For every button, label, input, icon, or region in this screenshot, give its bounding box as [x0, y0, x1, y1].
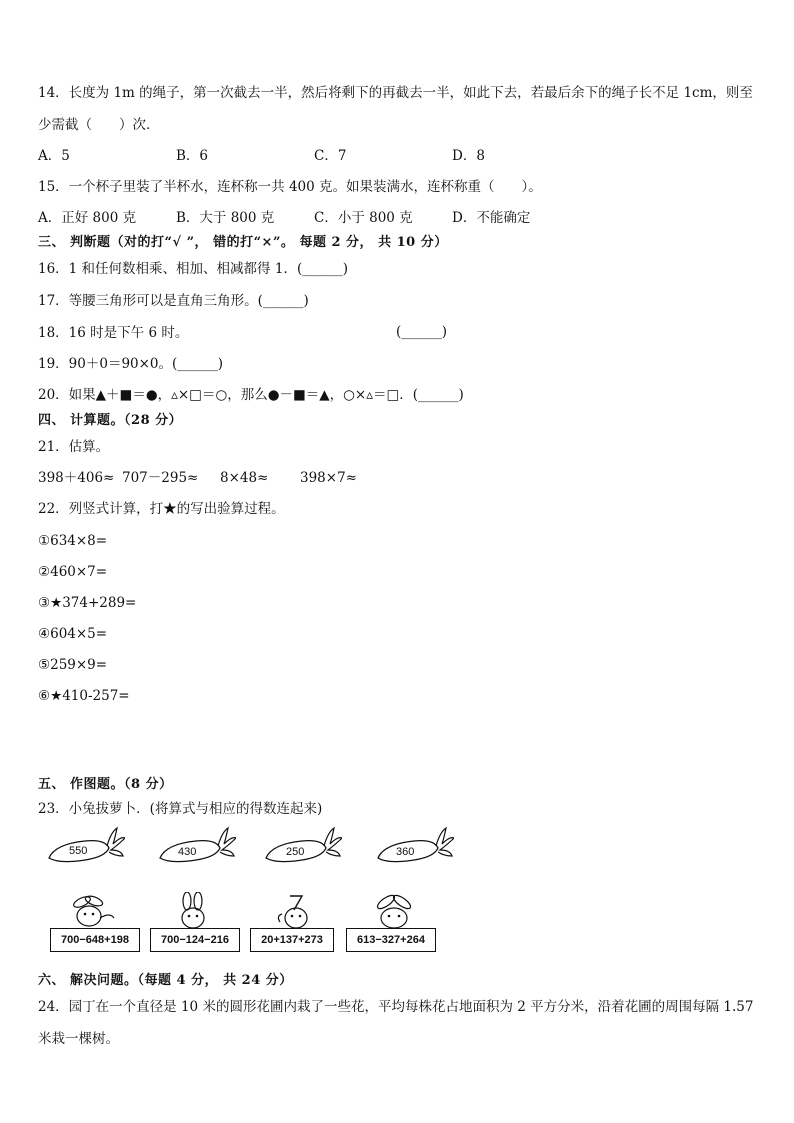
- q21-title: 21．估算。: [38, 439, 110, 455]
- q20-text: 20．如果▲＋■＝●，▵×□＝○，那么●－■＝▲，○×▵＝□．(______): [38, 387, 464, 403]
- rabbit-icon: [272, 892, 322, 930]
- q14-line1: 14．长度为 1m 的绳子，第一次截去一半，然后将剩下的再截去一半，如此下去，若最后余下的绳子长不足 1cm，则至: [38, 85, 753, 101]
- carrot-value: 550: [69, 845, 88, 857]
- q14-option-c: C．7: [314, 148, 347, 164]
- q22-item-2: ②460×7=: [38, 564, 108, 580]
- carrot-1: [45, 826, 125, 870]
- q15-option-a: A．正好 800 克: [38, 210, 137, 226]
- q15-option-b: B．大于 800 克: [176, 210, 275, 226]
- q22-title: 22．列竖式计算，打★的写出验算过程。: [38, 501, 285, 517]
- section-6-heading: 六、 解决问题。（每题 4 分， 共 24 分）: [38, 973, 293, 988]
- q18-text: 18．16 时是下午 6 时。: [38, 325, 189, 341]
- expression-box-1[interactable]: 700−648+198: [50, 928, 140, 952]
- carrot-4: [374, 826, 454, 870]
- q23-title: 23．小兔拔萝卜．(将算式与相应的得数连起来): [38, 801, 323, 817]
- carrot-3: [262, 826, 342, 870]
- q22-item-6: ⑥★410-257=: [38, 688, 130, 704]
- q22-item-3: ③★374+289=: [38, 595, 137, 611]
- q16-text: 16．1 和任何数相乘、相加、相减都得 1．(______): [38, 261, 348, 277]
- expression-box-3[interactable]: 20+137+273: [250, 928, 334, 952]
- section-3-heading: 三、 判断题（对的打“√ ”， 错的打“×”。 每题 2 分， 共 10 分）: [38, 235, 448, 250]
- q21-item-1: 398＋406≈: [38, 470, 115, 486]
- q14-option-a: A．5: [38, 148, 70, 164]
- rabbit-icon: [62, 892, 118, 930]
- q15-option-d: D．不能确定: [452, 210, 531, 226]
- q14-line2: 少需截（ ）次．: [38, 117, 160, 133]
- q22-item-4: ④604×5=: [38, 626, 108, 642]
- q22-item-1: ①634×8=: [38, 533, 108, 549]
- q21-item-3: 8×48≈: [220, 470, 269, 486]
- expression-box-2[interactable]: 700−124−216: [150, 928, 240, 952]
- q14-option-b: B．6: [176, 148, 209, 164]
- q22-item-5: ⑤259×9=: [38, 657, 108, 673]
- section-4-heading: 四、 计算题。（28 分）: [38, 413, 183, 428]
- expression-box-4[interactable]: 613−327+264: [346, 928, 436, 952]
- carrot-value: 430: [178, 846, 197, 858]
- q19-text: 19．90＋0＝90×0。(______): [38, 356, 224, 372]
- rabbit-icon: [168, 892, 218, 930]
- q15-line1: 15．一个杯子里装了半杯水，连杯称一共 400 克。如果装满水，连杯称重（ ）。: [38, 179, 542, 195]
- q24-line1: 24．园丁在一个直径是 10 米的圆形花圃内栽了一些花，平均每株花占地面积为 2 平方分米，沿着花圃的周围每隔 1.57: [38, 999, 754, 1015]
- q15-option-c: C．小于 800 克: [314, 210, 413, 226]
- q14-option-d: D．8: [452, 148, 485, 164]
- section-5-heading: 五、 作图题。（8 分）: [38, 777, 173, 792]
- q21-item-2: 707－295≈: [122, 470, 199, 486]
- carrot-value: 360: [396, 846, 415, 858]
- q24-line2: 米栽一棵树。: [38, 1031, 119, 1047]
- carrot-2: [156, 826, 236, 870]
- q18-blank: (______): [396, 324, 448, 340]
- q21-item-4: 398×7≈: [300, 470, 357, 486]
- rabbit-icon: [364, 892, 424, 930]
- carrot-value: 250: [286, 846, 305, 858]
- q17-text: 17．等腰三角形可以是直角三角形。(______): [38, 293, 309, 309]
